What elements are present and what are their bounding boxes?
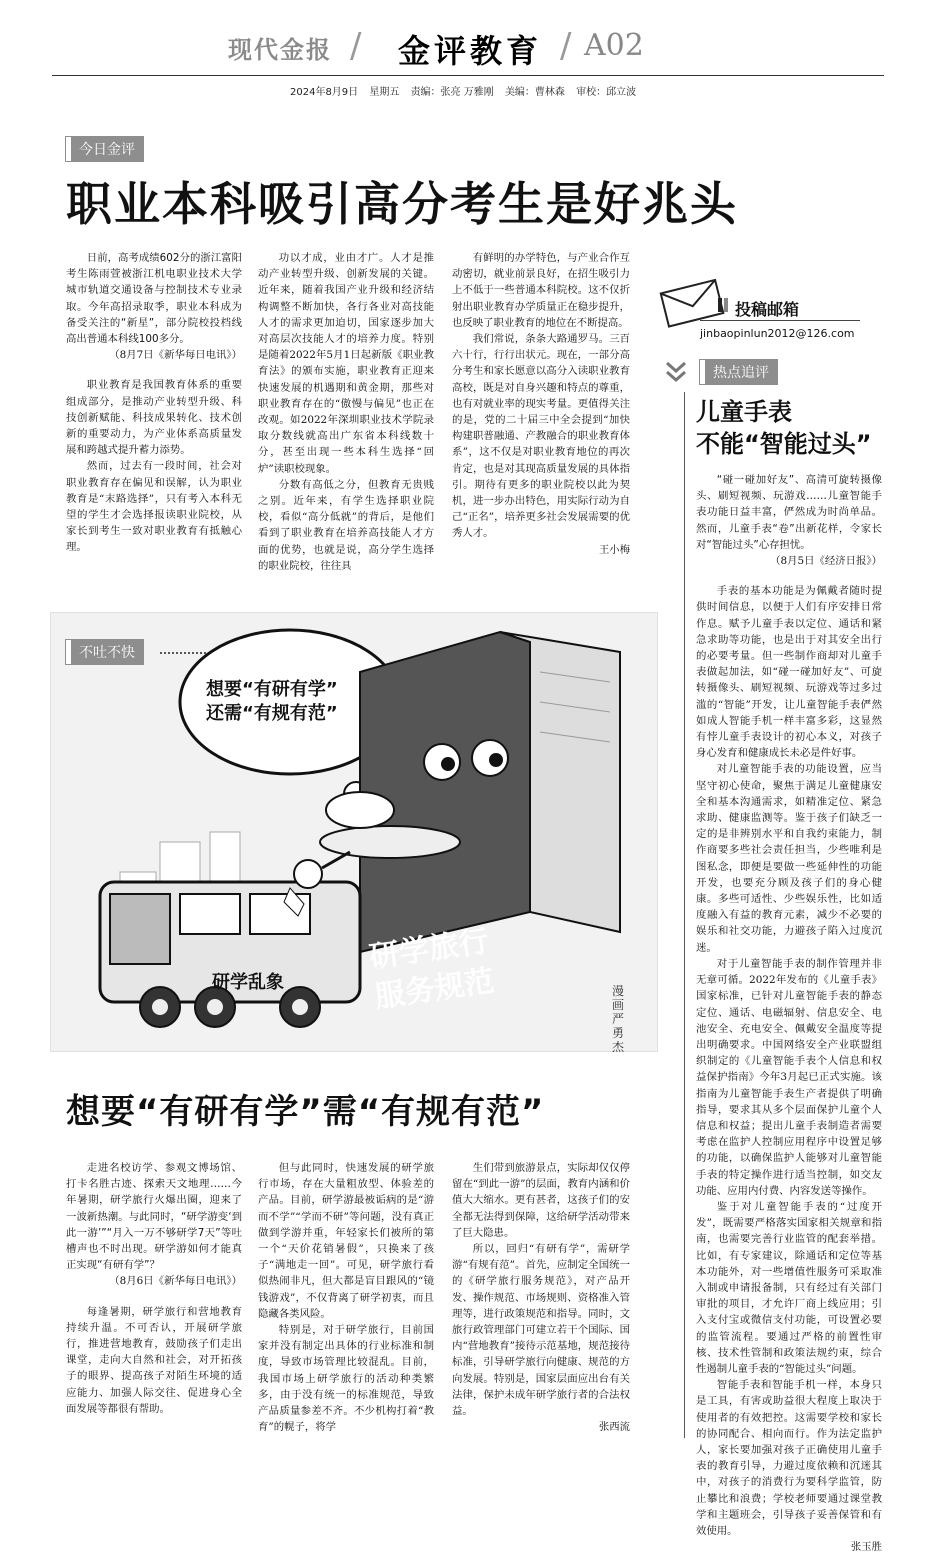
page-number: A02 [584,28,644,63]
sidebar-paragraph: 对儿童智能手表的功能设置，应当坚守初心使命，聚焦于满足儿童健康安全和基本沟通需求，如精准定位、紧急求助、健康监测等。鉴于孩子们缺乏一定的是非辨别水平和自我约束能力，制作商要多些社会责任担当，少些唯利是图私念，即便是要做一些延伸性的功能开发，也要充分顾及孩子们的身心健康。多些可适性、少些娱乐性，比如适度融入有益的教育元素，减少不必要的娱乐和社交功能，力避孩子陷入过度沉迷。 [696,763,882,954]
issue-info [290,83,644,98]
article1-col3 [452,250,630,558]
mailbox-address[interactable]: jinbaopinlun2012@126.com [700,327,855,340]
mailbox-title: 投稿邮箱 [735,300,800,319]
cartoon-book-line: 服务规范 [372,963,497,1015]
article2-paragraph: 特别是，对于研学旅行，目前国家并没有制定出具体的行业标准和制度，导致市场管理比较混乱。目前，我国市场上研学旅行的活动种类繁多，由于没有统一的标准规范，导致产品质量参差不齐。不少机构打着“教育”的幌子，将学 [258,1324,434,1434]
article2-headline: 想要“有研有学”需“有规有范” [66,1092,545,1132]
article1-paragraph: 有鲜明的办学特色，与产业合作互动密切，就业前景良好，在招生吸引力上不低于一些普通本科院校。这不仅折射出职业教育办学质量正在稳步提升，也反映了职业教育的地位在不断提高。 [452,252,630,329]
editor-credit: 责编：张亮 万雅刚 [410,87,494,98]
cartoon-book-line: 研学旅行 [367,924,491,976]
article2-paragraph: 但与此同时，快速发展的研学旅行市场，存在大量粗放型、体验差的产品。目前，研学游最被诟病的是“游而不学”“学而不研”等问题，没有真正做到学游并重，年轻家长们被所的第一个“天价花销暑假”，只换来了孩子“满地走一回”。可见，研学旅行看似热闹非凡，但大都是盲目跟风的“镜钱游戏”，不仅背离了研学初衷，而且隐藏各类风险。 [258,1162,434,1320]
cartoon-tag: 不吐不快 [66,640,143,664]
article1-paragraph: 我们常说，条条大路通罗马。三百六十行，行行出状元。现在，一部分高分考生和家长愿意以高分入读职业教育高校，既是对自身兴趣和特点的尊重，也有对就业率的现实考量。更值得关注的是，党的二十届三中全会提到“加快构建职普融通、产教融合的职业教育体系”，这不仅是对职业教育地位的再次肯定，也是对其现高质量发展的具体指引。期待有更多的职业院校以此为契机，进一步办出特色，用实际行动为自己“正名”，培养更多社会发展需要的优秀人才。 [452,333,630,540]
article1-tag: 今日金评 [66,137,143,161]
masthead-slash: / [560,26,572,66]
sidebar-headline-line: 儿童手表 [696,398,792,426]
sidebar-paragraph: 对于儿童智能手表的制作管理并非无章可循。2022年发布的《儿童手表》国家标准，已针对儿童智能手表的静态定位、通话、电磁辐射、信息安全、电池安全、充电安全、佩戴安全温度等提出明确要求。中国网络安全产业联盟组织制定的《儿童智能手表个人信息和权益保护指南》今年3月起已正式实施。该指南为儿童智能手表生产者提供了明确指导，要求其从多个层面保护儿童个人信息和权益；提出儿童手表制造者需要考虑在监护人控制应用程序中设置足够的功能，以确保监护人能够对儿童智能手表的特定操作进行适当控制，如交友功能、应用内付费、内容发送等操作。 [696,957,882,1197]
masthead-rule [52,75,884,76]
proof-credit: 审校：邱立波 [576,87,637,98]
sidebar-headline [696,396,872,460]
article1-paragraph: 然而，过去有一段时间，社会对职业教育存在偏见和误解，认为职业教育是“末路选择”，只有考入本科无望的学生才会选择报读职业院校，从家长到考生一致对职业教育有抵触心理。 [66,460,242,554]
article2-lead: 走进名校访学、参观文博场馆、打卡名胜古迹、探索天文地理……今年暑期，研学旅行火爆出圈，迎来了一波新热潮。与此同时，“研学游变‘到此一游’”“月入一万不够研学7天”等吐槽声也不时出现。研学游如何才能真正实现“有研有学”？ [66,1162,242,1272]
article2-col3 [452,1160,630,1435]
cartoon-book-text [367,922,497,1018]
article2-col2 [258,1160,434,1435]
sidebar-lead: “碰一碰加好友”、高清可旋转摄像头、刷短视频、玩游戏……儿童智能手表功能日益丰富，俨然成为时尚单品。然而，儿童手表“卷”出新花样，令家长对“智能过头”心存担忧。 [696,474,882,551]
article1-headline: 职业本科吸引高分考生是好兆头 [66,177,738,231]
article1-paragraph: 职业教育是我国教育体系的重要组成部分，是推动产业转型升级、科技创新赋能、科技成果转化、技术创新的重要动力，为产业体系高质量发展和跨越式提升蓄力添势。 [66,379,242,457]
mailbox-rule [700,320,860,321]
mailbox-marker-icon [718,298,732,312]
article2-source: （8月6日《新华每日电讯》） [109,1275,242,1288]
article2-author: 张西流 [598,1421,630,1434]
article2-paragraph: 所以，回归“有研有学”，需研学游“有规有范”。首先，应制定全国统一的《研学旅行服务规范》，对产品开发、操作规范、市场规则、资格准入管理等，进行政策规范和指导。同时，文旅行政管理部门可建立若干个国际、国内“营地教育”接待示范基地，规范接待标准，引导研学旅行向健康、规范的方向发展。特别是，国家层面应出台有关法律，保护未成年研学旅行者的合法权益。 [452,1243,630,1418]
chevron-down-icon [664,360,688,388]
article1-paragraph: 分数有高低之分，但教育无贵贱之别。近年来，有学生选择职业院校，看似“高分低就”的背后，是他们看到了职业教育在培养高技能人才方面的优势，也就是说，高分学生选择的职业院校，往往具 [258,478,434,572]
cartoon-bus-label: 研学乱象 [212,972,284,993]
cartoon-bubble-text [206,678,338,726]
sidebar-paragraph: 手表的基本功能是为佩戴者随时提供时间信息，以便于人们有序安排日常作息。赋予儿童手表以定位、通话和紧急求助等功能，也是出于对其安全出行的必要考量。但一些制作商却对儿童手表做起加法，如“碰一碰加好友”、可旋转摄像头、刷短视频、玩游戏等过多过滥的“智能”开发，让儿童智能手表俨然如成人智能手机一样丰富多彩，这显然有悖儿童手表设计的初心本义，对孩子身心发育和健康成长未必是件好事。 [696,585,882,760]
article1-col1 [66,250,242,556]
cartoon-bubble-line: 想要“有研有学” [206,679,338,700]
article1-col2 [258,250,434,574]
sidebar-author: 张玉胜 [850,1541,882,1554]
issue-date: 2024年8月9日 [290,87,359,98]
cartoon-illustration [60,612,656,1052]
section-title: 金评教育 [398,32,543,70]
sidebar-tag: 热点追评 [700,360,777,384]
sidebar-source: （8月5日《经济日报》） [770,555,882,568]
cartoon-credit: 漫画 严勇杰 [612,984,625,1054]
sidebar-headline-line: 不能“智能过头” [696,430,872,458]
art-editor-credit: 美编：曹林森 [504,87,565,98]
sidebar-body [696,472,882,1555]
cartoon-bubble-line: 还需“有规有范” [206,703,338,724]
masthead-slash: / [350,26,362,66]
article2-paragraph: 生们带到旅游景点，实际却仅仅停留在“到此一游”的层面，教育内涵和价值大大缩水。更有甚者，这孩子们的安全都无法得到保障，这给研学活动带来了巨大隐患。 [452,1162,630,1239]
brand-name: 现代金报 [228,36,332,64]
issue-weekday: 星期五 [369,87,400,98]
article1-source: （8月7日《新华每日电讯》） [109,349,242,362]
sidebar-paragraph: 智能手表和智能手机一样，本身只是工具，有害或助益很大程度上取决于使用者的有效把控。这需要学校和家长的协同配合、相向而行。作为法定监护人，家长要加强对孩子正确使用儿童手表的教育引导，力避过度依赖和沉迷其中，对孩子的消费行为要科学监管，防止攀比和浪费；学校老师要通过课堂教学和主题班会，引导孩子妥善保管和有效使用。 [696,1379,882,1537]
article1-paragraph: 功以才成，业由才广。人才是推动产业转型升级、创新发展的关键。近年来，随着我国产业升级和经济结构调整不断加快，各行各业对高技能人才的需求更加迫切，国家逐步加大对高层次技能人才的培养力度。特别是随着2022年5月1日起新版《职业教育法》的颁布实施，职业教育正迎来快速发展的机遇期和黄金期，那些对职业教育存在的“傲慢与偏见”也正在改观。如2022年深圳职业技术学院录取分数线就高出广东省本科线数十分，甚至出现一些本科生选择“回炉”读职校现象。 [258,252,434,475]
sidebar-paragraph: 鉴于对儿童智能手表的“过度开发”，既需要严格落实国家相关规章和指南，也需要完善行业监管的配套举措。比如，有专家建议，除通话和定位等基本功能外，对一些增值性服务可采取准入制或申请报备制，只有经过有关部门审批的项目，才允许厂商上线应用；引入支付宝或微信支付功能，可设置必要的监管流程。要通过严格的前置性审核、技术性管制和政策法规约束，综合性遏制儿童手表的“智能过头”问题。 [696,1200,882,1375]
article1-lead: 日前，高考成绩602分的浙江富阳考生陈雨萱被浙江机电职业技术大学城市轨道交通设备与控制技术专业录取。今年高招录取季，职业本科成为备受关注的“新星”，部分院校投档线高出普通本科线100多分。 [66,252,242,346]
article2-paragraph: 每逢暑期，研学旅行和营地教育持续升温。不可否认，开展研学旅行，推进营地教育，鼓励孩子们走出课堂，走向大自然和社会，对开拓孩子的眼界、提高孩子对陌生环境的适应能力、加强人际交往、促进身心全面发展等都很有帮助。 [66,1305,242,1415]
sidebar-divider [684,392,685,1438]
article2-col1 [66,1160,242,1417]
article1-author: 王小梅 [598,543,630,556]
